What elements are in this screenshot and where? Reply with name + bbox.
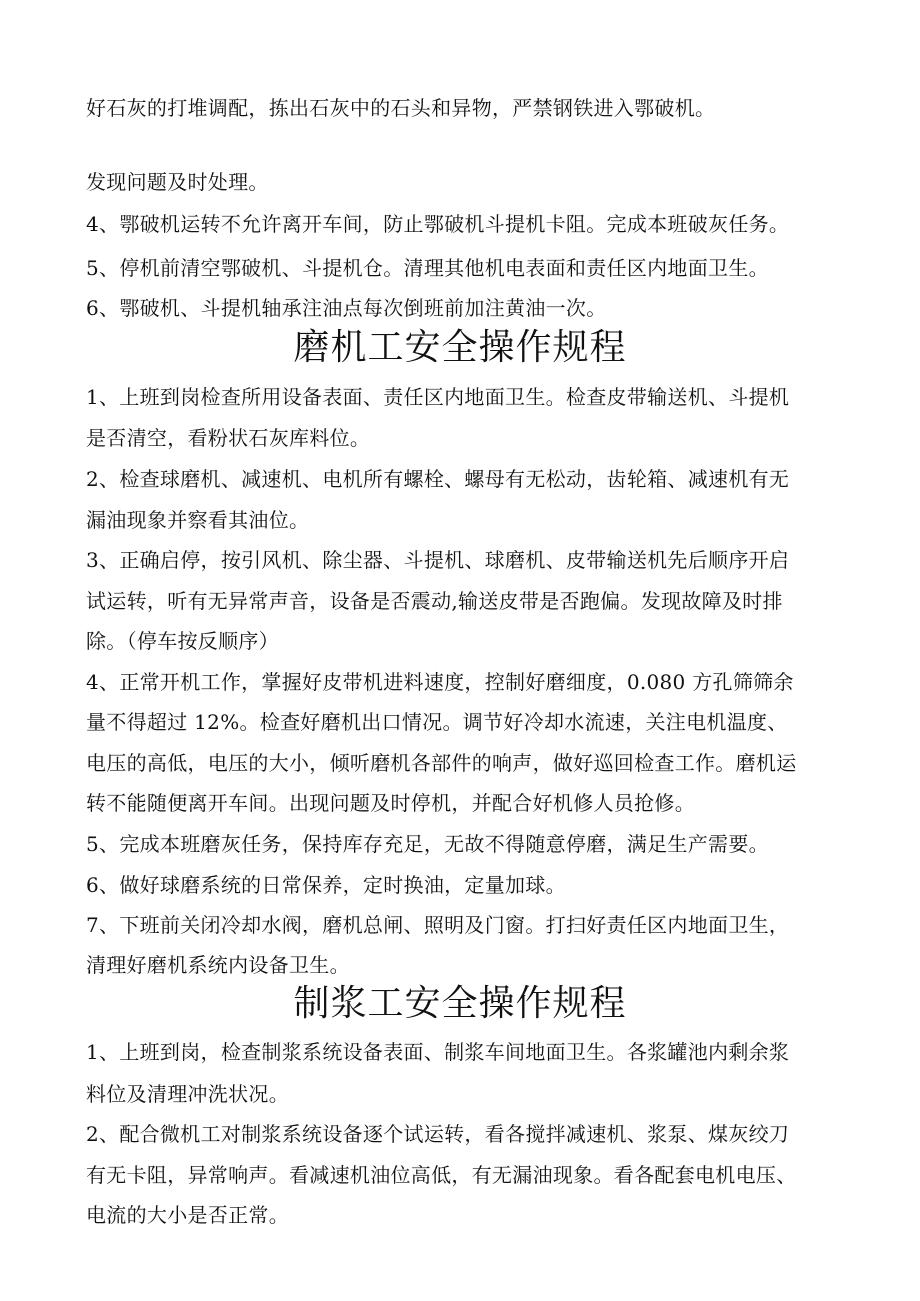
- paragraph-line: 是否清空，看粉状石灰库料位。: [86, 426, 371, 450]
- paragraph-line: 6、做好球磨系统的日常保养，定时换油，定量加球。: [86, 873, 566, 897]
- paragraph-line: 1、上班到岗，检查制浆系统设备表面、制浆车间地面卫生。各浆罐池内剩余浆: [86, 1040, 790, 1064]
- paragraph-line: 发现问题及时处理。: [86, 170, 269, 194]
- paragraph-line: 5、完成本班磨灰任务，保持库存充足，无故不得随意停磨，满足生产需要。: [86, 832, 769, 856]
- paragraph-line: 2、检查球磨机、减速机、电机所有螺栓、螺母有无松动，齿轮箱、减速机有无: [86, 467, 790, 491]
- paragraph-line: 清理好磨机系统内设备卫生。: [86, 953, 350, 977]
- paragraph-line: 2、配合微机工对制浆系统设备逐个试运转，看各搅拌减速机、浆泵、煤灰绞刀: [86, 1122, 790, 1146]
- paragraph-line: 有无卡阻，异常响声。看减速机油位高低，有无漏油现象。看各配套电机电压、: [86, 1163, 797, 1187]
- paragraph-line: 好石灰的打堆调配，拣出石灰中的石头和异物，严禁钢铁进入鄂破机。: [86, 96, 716, 120]
- paragraph-line: 1、上班到岗检查所用设备表面、责任区内地面卫生。检查皮带输送机、斗提机: [86, 385, 790, 409]
- paragraph-line: 7、下班前关闭冷却水阀，磨机总闸、照明及门窗。打扫好责任区内地面卫生，: [86, 913, 790, 937]
- paragraph-line: 4、正常开机工作，掌握好皮带机进料速度，控制好磨细度，0.080 方孔筛筛余: [86, 670, 794, 694]
- paragraph-line: 转不能随便离开车间。出现问题及时停机，并配合好机修人员抢修。: [86, 791, 695, 815]
- paragraph-line: 漏油现象并察看其油位。: [86, 508, 310, 532]
- paragraph-line: 除。（停车按反顺序）: [86, 629, 279, 653]
- paragraph-line: 料位及清理冲洗状况。: [86, 1082, 289, 1106]
- paragraph-line: 试运转，听有无异常声音，设备是否震动,输送皮带是否跑偏。发现故障及时排: [86, 589, 783, 613]
- paragraph-line: 6、鄂破机、斗提机轴承注油点每次倒班前加注黄油一次。: [86, 296, 607, 320]
- paragraph-line: 4、鄂破机运转不允许离开车间，防止鄂破机斗提机卡阻。完成本班破灰任务。: [86, 212, 790, 236]
- paragraph-line: 3、正确启停，按引风机、除尘器、斗提机、球磨机、皮带输送机先后顺序开启: [86, 548, 790, 572]
- paragraph-line: 电压的高低，电压的大小，倾听磨机各部件的响声，做好巡回检查工作。磨机运: [86, 751, 797, 775]
- section-title-slurry: 制浆工安全操作规程: [293, 983, 627, 1024]
- section-title-mill: 磨机工安全操作规程: [293, 327, 627, 368]
- paragraph-line: 电流的大小是否正常。: [86, 1203, 289, 1227]
- paragraph-line: 量不得超过 12%。检查好磨机出口情况。调节好冷却水流速，关注电机温度、: [86, 710, 788, 734]
- paragraph-line: 5、停机前清空鄂破机、斗提机仓。清理其他机电表面和责任区内地面卫生。: [86, 256, 769, 280]
